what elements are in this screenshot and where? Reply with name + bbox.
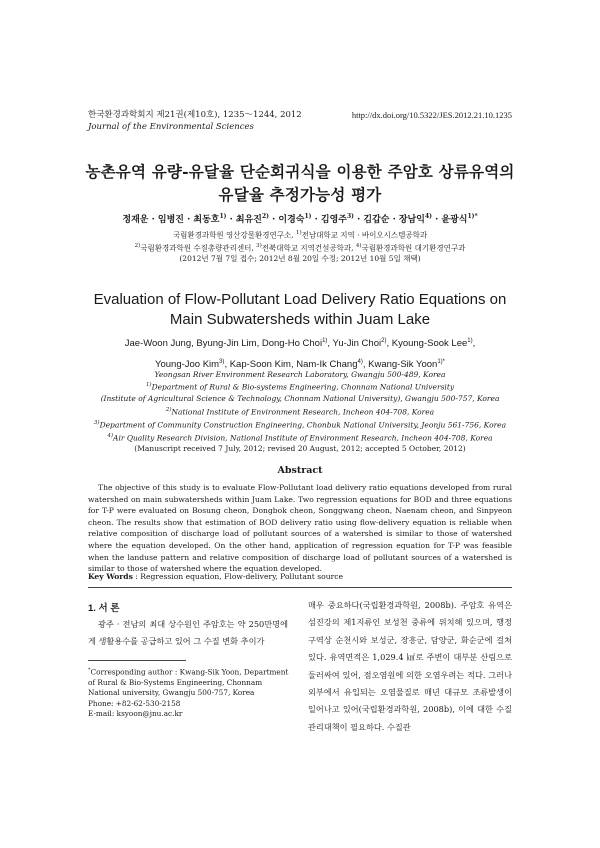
affil-text: 국립환경과학원 수질총량관리센터, [140, 243, 257, 252]
doi-link[interactable]: http://dx.doi.org/10.5322/JES.2012.21.10.1235 [351, 110, 512, 120]
author-names: , Yu-Jin Choi [327, 338, 382, 350]
journal-volume-info: 한국환경과학회지 제21권(제10호), 1235～1244, 2012 [88, 110, 302, 120]
affil-text: 국립환경과학원 대기환경연구과 [361, 243, 466, 252]
korean-author-group: 정재운 · 임병진 · 최동호 [122, 215, 220, 225]
affil-text: 전북대학교 지역건설공학과, [261, 243, 356, 252]
affil-sup: 4) [355, 242, 362, 249]
korean-authors [0, 210, 600, 227]
author-sup: 2) [261, 213, 269, 220]
author-sup: 2) [381, 338, 387, 344]
author-sup: 3) [346, 213, 354, 220]
affil-2 [0, 405, 600, 418]
korean-author: · 이경숙 [268, 215, 305, 225]
author-names: , Kap-Soon Kim, Nam-Ik Chang [224, 359, 358, 371]
affil-1 [0, 380, 600, 393]
author-sup: 3) [219, 359, 225, 366]
intro-right-column: 매우 중요하다(국립환경과학원, 2008b). 주암호 유역은 섬진강의 제1지류인 보성천 중류에 위치해 있으며, 행정구역상 순천시와 보성군, 장흥군, 담양군, 화순군에 걸쳐 있다. 유역면적은 1,029.4 ㎢로 주변이 대부분 산림으로 둘러싸여 있어, 점오염원에 의한 오염우려는 적다. 그러나 외부에서 유입되는 오염물질로 매년 대규모 조류발생이 일어나고 있어(국립환경과학원, 2008b), 이에 대한 수질관리대책이 필요하다. 수질관 [308, 600, 512, 732]
author-names: Jae-Woon Jung, Byung-Jin Lim, Dong-Ho Choi [124, 338, 323, 350]
affil-text: National Institute of Environment Research, Incheon 404-708, Korea [171, 407, 435, 417]
affil-4 [0, 431, 600, 444]
author-sup: 1)* [437, 359, 445, 366]
footnote-author [88, 665, 293, 699]
korean-affil-line1 [0, 228, 600, 241]
affil-3 [0, 418, 600, 431]
author-names: Young-Joo Kim [155, 359, 220, 371]
english-title-line1: Evaluation of Flow-Pollutant Load Delivery Ratio Equations on [93, 291, 507, 308]
affil-1b: (Institute of Agricultural Science & Technology, Chonnam National University), Gwangju 500-757, Korea [100, 394, 500, 404]
footnote-mark: * [88, 667, 91, 673]
affil-text: Department of Community Construction Engineering, Chonbuk National University, Jeonju 561-756, Korea [99, 420, 507, 430]
korean-title-line1: 농촌유역 유량-유달율 단순회귀식을 이용한 주암호 상류유역의 [85, 162, 515, 181]
footnote-phone: Phone: +82-62-530-2158 [88, 698, 181, 708]
affil-sup: 1) [295, 230, 302, 236]
author-sup: 1)* [467, 213, 478, 220]
journal-header [88, 109, 302, 133]
english-affiliations [0, 369, 600, 455]
author-names: , [472, 338, 476, 350]
english-authors-line1 [0, 332, 600, 353]
english-received-dates: (Manuscript received 7 July, 2012; revised 20 August, 2012; accepted 5 October, 2012) [134, 444, 466, 454]
footnote-text: Corresponding author : Kwang-Sik Yoon, Department of Rural & Bio-Systems Engineering, Chonnam National university, Gwangju 500-757, Korea [88, 667, 289, 698]
korean-author: · 윤광식 [431, 215, 468, 225]
affil-sup: 2) [134, 242, 141, 249]
keywords-label: Key Words [88, 572, 133, 581]
korean-received-dates: (2012년 7월 7일 접수; 2012년 8월 20일 수정; 2012년 10월 5일 채택) [179, 254, 421, 263]
english-title-line2: Main Subwatersheds within Juam Lake [169, 311, 431, 328]
section-heading-intro: 1. 서 론 [88, 603, 120, 614]
english-authors [0, 332, 600, 374]
affil-sup: 3) [93, 419, 100, 426]
korean-affil-line2 [0, 241, 600, 254]
author-names: , Kyoung-Sook Lee [386, 338, 468, 350]
korean-author: · 김영주 [311, 215, 347, 225]
footnote-divider [88, 660, 186, 661]
author-sup: 1) [219, 213, 227, 220]
section-divider [88, 587, 512, 588]
corresponding-author-footnote [88, 665, 293, 719]
affil-text: Department of Rural & Bio-systems Engineering, Chonnam National University [151, 382, 455, 392]
author-sup: 4) [357, 359, 363, 366]
english-title [0, 290, 600, 330]
korean-title [0, 160, 600, 206]
affil-sup: 4) [107, 432, 114, 439]
abstract-body: The objective of this study is to evaluate Flow-Pollutant load delivery ratio equations developed from rural watershed on main subwatersheds within Juam Lake. Two regression equations for BOD and three equations for T-P were evaluated on Bosung cheon, Dongbok cheon, Songgwang cheon, Naenam cheon, and Sinpyeon cheon. The results show that estimation of BOD delivery ratio using flow-delivery equation is reliable when relative composition of discharge load of pollutant sources of a watershed is similar to those of watershed where the equation developed. On the other hand, application of regression equation for T-P was feasible when the landuse pattern and relative composition of discharge load of pollutant sources of a watershed is similar to those of watershed where the equation developed. [88, 483, 512, 574]
korean-affiliations [0, 228, 600, 264]
keywords [88, 572, 343, 581]
affil-text: 전남대학교 지역 · 바이오시스템공학과 [301, 230, 428, 240]
korean-author: · 김갑순 · 장남익 [353, 215, 425, 225]
intro-left-column: 광주 · 전남의 최대 상수원인 주암호는 약 250만명에게 생활용수를 공급하고 있어 그 수질 변화 추이가 [88, 619, 288, 647]
affil-sup: 1) [145, 382, 152, 389]
footnote-email[interactable]: E-mail: ksyoon@jnu.ac.kr [88, 709, 183, 719]
author-names: , Kwang-Sik Yoon [362, 359, 438, 371]
author-sup: 1) [304, 213, 312, 220]
affil-text: Air Quality Research Division, National Institute of Environment Research, Incheon 404-708, Korea [113, 433, 493, 443]
author-sup: 4) [424, 213, 432, 220]
korean-author: · 최유진 [226, 215, 262, 225]
affil-0: Yeongsan River Environment Research Laboratory, Gwangju 500-489, Korea [154, 370, 446, 379]
korean-title-line2: 유달율 추정가능성 평가 [218, 185, 382, 204]
author-sup: 1) [467, 338, 473, 344]
keywords-list: : Regression equation, Flow-delivery, Pollutant source [132, 572, 343, 581]
affil-sup: 2) [165, 406, 172, 413]
journal-name: Journal of the Environmental Sciences [88, 122, 254, 132]
author-sup: 1) [322, 338, 328, 344]
abstract-heading: Abstract [277, 465, 323, 476]
affil-text: 국립환경과학원 영산강물환경연구소, [172, 230, 296, 240]
affil-sup: 3) [256, 242, 262, 249]
